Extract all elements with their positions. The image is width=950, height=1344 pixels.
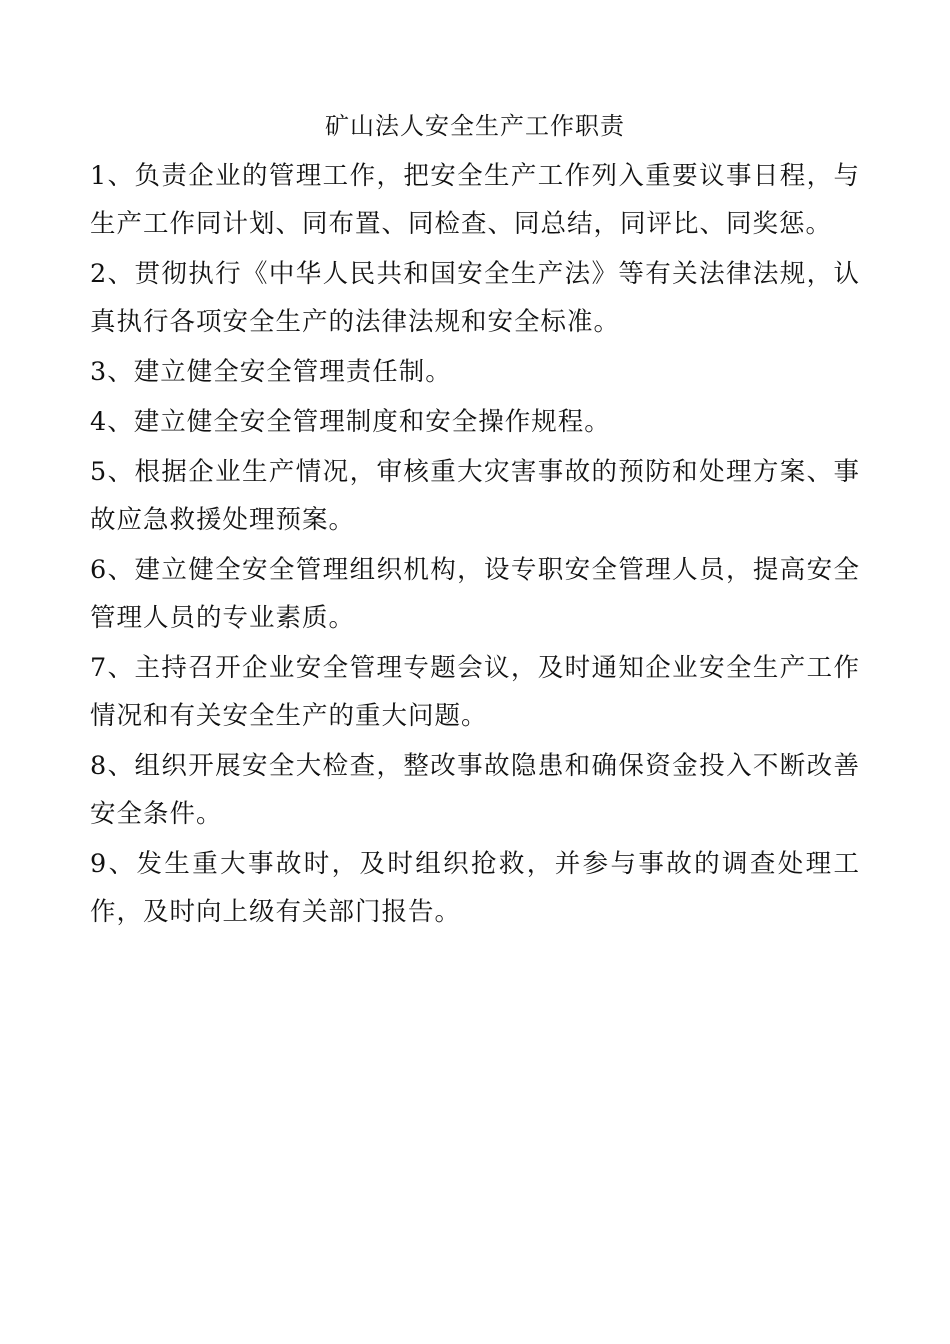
- duty-item-1: 1、负责企业的管理工作，把安全生产工作列入重要议事日程，与生产工作同计划、同布置、同检查、同总结，同评比、同奖惩。: [90, 161, 860, 239]
- duty-item-7: 7、主持召开企业安全管理专题会议，及时通知企业安全生产工作情况和有关安全生产的重大问题。: [90, 653, 860, 731]
- document-title: 矿山法人安全生产工作职责: [325, 112, 625, 140]
- duty-item-9: 9、发生重大事故时，及时组织抢救，并参与事故的调查处理工作，及时向上级有关部门报告。: [90, 849, 860, 927]
- duty-item-8: 8、组织开展安全大检查，整改事故隐患和确保资金投入不断改善安全条件。: [90, 751, 860, 829]
- duty-item-5: 5、根据企业生产情况，审核重大灾害事故的预防和处理方案、事故应急救援处理预案。: [90, 457, 860, 535]
- duty-item-4: 4、建立健全安全管理制度和安全操作规程。: [90, 407, 611, 437]
- duty-item-6: 6、建立健全安全管理组织机构，设专职安全管理人员，提高安全管理人员的专业素质。: [90, 555, 860, 633]
- document-body: [90, 152, 860, 938]
- duty-item-2: 2、贯彻执行《中华人民共和国安全生产法》等有关法律法规，认真执行各项安全生产的法律法规和安全标准。: [90, 259, 860, 337]
- duty-item-3: 3、建立健全安全管理责任制。: [90, 357, 452, 387]
